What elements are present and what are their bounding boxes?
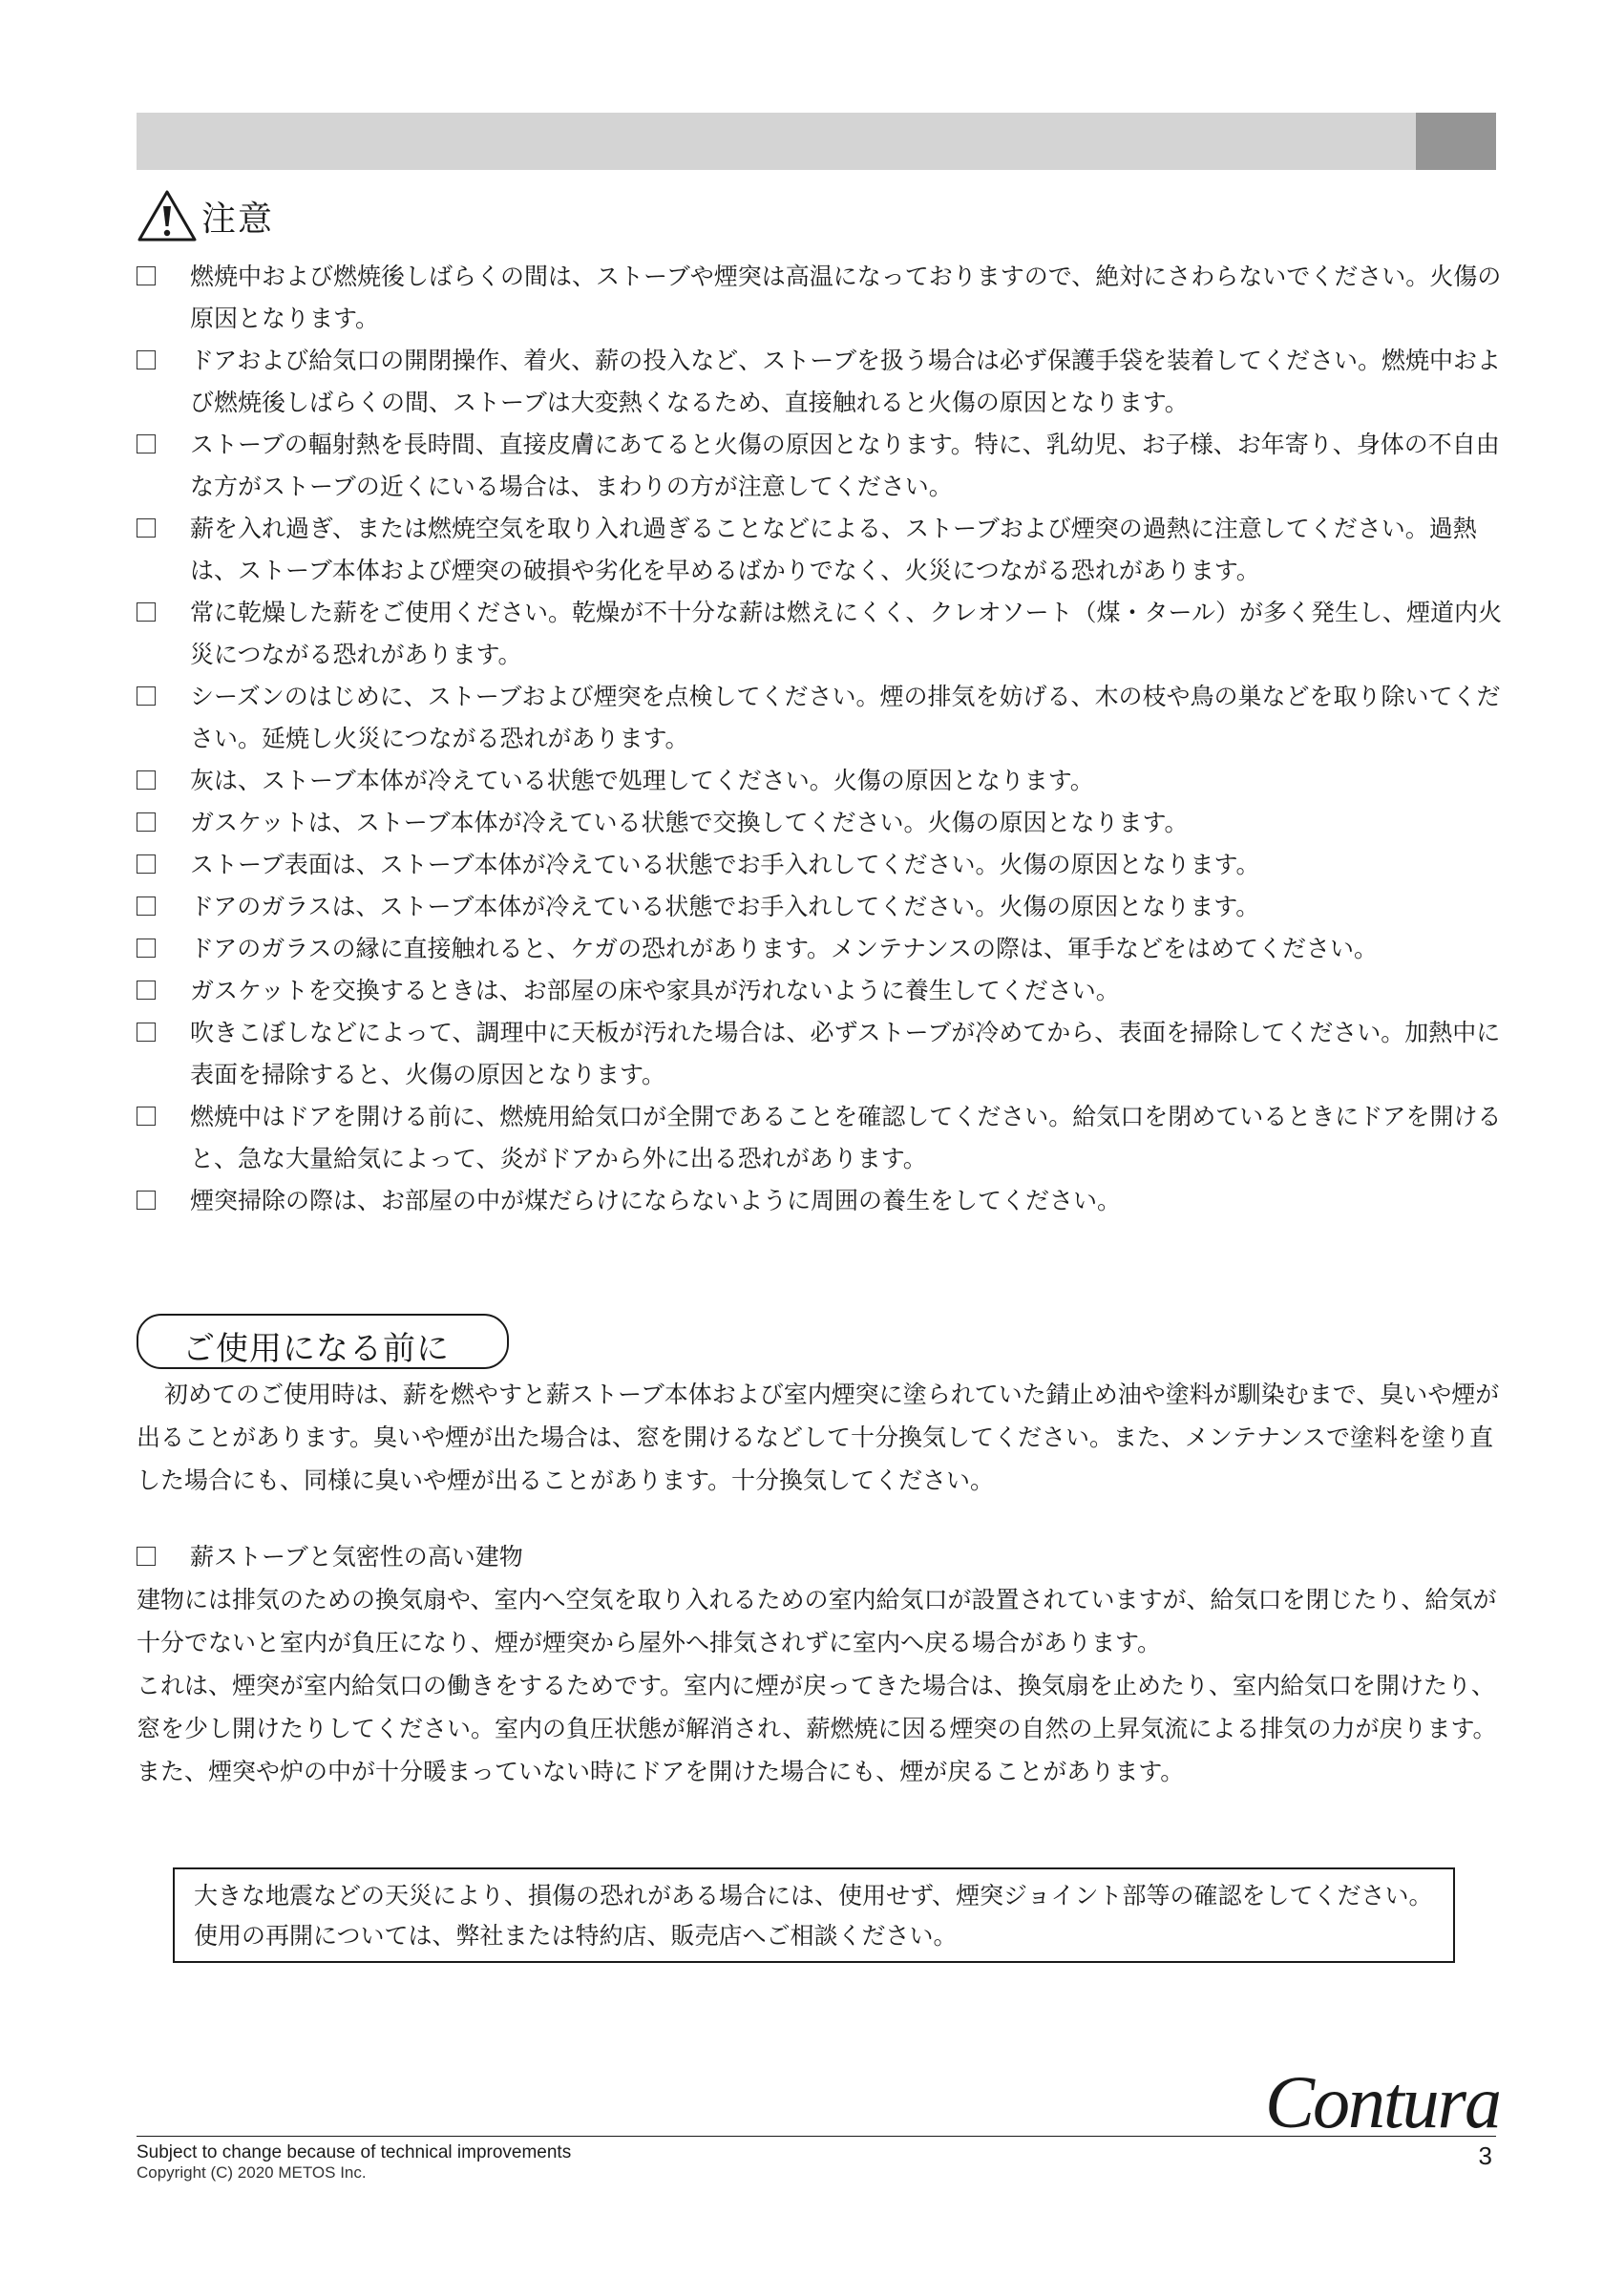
caution-title: 注意 — [201, 199, 275, 239]
checkbox-icon — [137, 981, 156, 1000]
checkbox-icon — [137, 602, 156, 622]
checkbox-icon — [137, 434, 156, 453]
paragraph: また、煙突や炉の中が十分暖まっていない時にドアを開けた場合にも、煙が戻ることがあります。 — [137, 1758, 1185, 1785]
checkbox-icon — [137, 266, 156, 285]
caution-item — [137, 256, 1502, 340]
caution-item-text: 煙突掃除の際は、お部屋の中が煤だらけにならないように周囲の養生をしてください。 — [190, 1187, 1122, 1214]
checkbox-icon — [137, 896, 156, 916]
checkbox-icon — [137, 939, 156, 958]
checkbox-icon — [137, 518, 156, 538]
warning-icon — [137, 189, 198, 243]
caution-item-text: 灰は、ストーブ本体が冷えている状態で処理してください。火傷の原因となります。 — [190, 767, 1094, 794]
caution-item-text: ストーブの輻射熱を長時間、直接皮膚にあてると火傷の原因となります。特に、乳幼児、お子様、お年寄り、身体の不自由な方がストーブの近くにいる場合は、まわりの方が注意してください。 — [190, 431, 1500, 500]
caution-item-text: ガスケットは、ストーブ本体が冷えている状態で交換してください。火傷の原因となります。 — [190, 809, 1189, 836]
checkbox-icon — [137, 686, 156, 706]
caution-item — [137, 760, 1502, 802]
caution-item-text: 燃焼中および燃焼後しばらくの間は、ストーブや煙突は高温になっておりますので、絶対にさわらないでください。火傷の原因となります。 — [190, 263, 1502, 332]
caution-item — [137, 928, 1502, 970]
caution-item — [137, 424, 1502, 508]
before-use-intro: 初めてのご使用時は、薪を燃やすと薪ストーブ本体および室内煙突に塗られていた錆止め油や塗料が馴染むまで、臭いや煙が出ることがあります。臭いや煙が出た場合は、窓を開けるなどして十分換気してください。また、メンテナンスで塗料を塗り直した場合にも、同様に臭いや煙が出ることがあります。十分換気してください。 — [137, 1381, 1500, 1494]
caution-item — [137, 592, 1502, 676]
caution-item-text: シーズンのはじめに、ストーブおよび煙突を点検してください。煙の排気を妨げる、木の枝や鳥の巣などを取り除いてください。延焼し火災につながる恐れがあります。 — [190, 683, 1501, 752]
brand-logo: Contura — [1264, 2060, 1500, 2143]
before-use-heading — [137, 1314, 509, 1369]
caution-item — [137, 508, 1502, 592]
caution-item-text: ドアのガラスの縁に直接触れると、ケガの恐れがあります。メンテナンスの際は、軍手などをはめてください。 — [190, 935, 1379, 962]
caution-item — [137, 676, 1502, 760]
airtight-building-title-text: 薪ストーブと気密性の高い建物 — [190, 1543, 523, 1571]
checkbox-icon — [137, 350, 156, 369]
header-bar — [137, 113, 1496, 170]
page-number: 3 — [1478, 2141, 1492, 2170]
caution-item-text: 常に乾燥した薪をご使用ください。乾燥が不十分な薪は燃えにくく、クレオソート（煤・タール）が多く発生し、煙道内火災につながる恐れがあります。 — [190, 599, 1503, 668]
caution-item — [137, 1012, 1502, 1096]
paragraph: これは、煙突が室内給気口の働きをするためです。室内に煙が戻ってきた場合は、換気扇を止めたり、室内給気口を開けたり、窓を少し開けたりしてください。室内の負圧状態が解消され、薪燃焼に因る煙突の自然の上昇気流による排気の力が戻ります。 — [137, 1672, 1497, 1742]
copyright: Copyright (C) 2020 METOS Inc. — [137, 2163, 367, 2182]
checkbox-icon — [137, 1107, 156, 1126]
caution-item — [137, 1180, 1502, 1222]
caution-item — [137, 886, 1502, 928]
caution-item-text: ガスケットを交換するときは、お部屋の床や家具が汚れないように養生してください。 — [190, 977, 1120, 1004]
checkbox-icon — [137, 1023, 156, 1042]
caution-item — [137, 970, 1502, 1012]
caution-item — [137, 802, 1502, 844]
header-tab — [1416, 113, 1496, 170]
caution-item — [137, 340, 1502, 424]
checkbox-icon — [137, 1191, 156, 1210]
airtight-building-section — [137, 1535, 1502, 1793]
caution-heading — [137, 186, 274, 245]
checkbox-icon — [137, 854, 156, 874]
footer-note: Subject to change because of technical improvements — [137, 2142, 572, 2162]
checkbox-icon — [137, 1547, 156, 1566]
checkbox-icon — [137, 812, 156, 832]
footer-rule — [137, 2136, 1496, 2137]
caution-list — [137, 256, 1502, 1222]
before-use-title: ご使用になる前に — [182, 1330, 450, 1368]
paragraph: 建物には排気のための換気扇や、室内へ空気を取り入れるための室内給気口が設置されていますが、給気口を閉じたり、給気が十分でないと室内が負圧になり、煙が煙突から屋外へ排気されずに室内へ戻る場合があります。 — [137, 1586, 1497, 1656]
caution-item-text: 吹きこぼしなどによって、調理中に天板が汚れた場合は、必ずストーブが冷めてから、表面を掃除してください。加熱中に表面を掃除すると、火傷の原因となります。 — [190, 1019, 1501, 1088]
caution-item-text: ドアおよび給気口の開閉操作、着火、薪の投入など、ストーブを扱う場合は必ず保護手袋を装着してください。燃焼中および燃焼後しばらくの間、ストーブは大変熱くなるため、直接触れると火傷の原因となります。 — [190, 347, 1502, 416]
caution-item — [137, 1096, 1502, 1180]
caution-item — [137, 844, 1502, 886]
notice-box: 大きな地震などの天災により、損傷の恐れがある場合には、使用せず、煙突ジョイント部等の確認をしてください。使用の再開については、弊社または特約店、販売店へご相談ください。 — [173, 1867, 1455, 1963]
caution-item-text: ストーブ表面は、ストーブ本体が冷えている状態でお手入れしてください。火傷の原因となります。 — [190, 851, 1260, 878]
caution-item-text: ドアのガラスは、ストーブ本体が冷えている状態でお手入れしてください。火傷の原因となります。 — [190, 893, 1260, 920]
caution-item-text: 燃焼中はドアを開ける前に、燃焼用給気口が全開であることを確認してください。給気口を閉めているときにドアを開けると、急な大量給気によって、炎がドアから外に出る恐れがあります。 — [190, 1103, 1502, 1172]
airtight-building-title — [137, 1535, 1502, 1578]
caution-item-text: 薪を入れ過ぎ、または燃焼空気を取り入れ過ぎることなどによる、ストーブおよび煙突の過熱に注意してください。過熱は、ストーブ本体および煙突の破損や劣化を早めるばかりでなく、火災につながる恐れがあります。 — [190, 515, 1477, 584]
checkbox-icon — [137, 770, 156, 790]
